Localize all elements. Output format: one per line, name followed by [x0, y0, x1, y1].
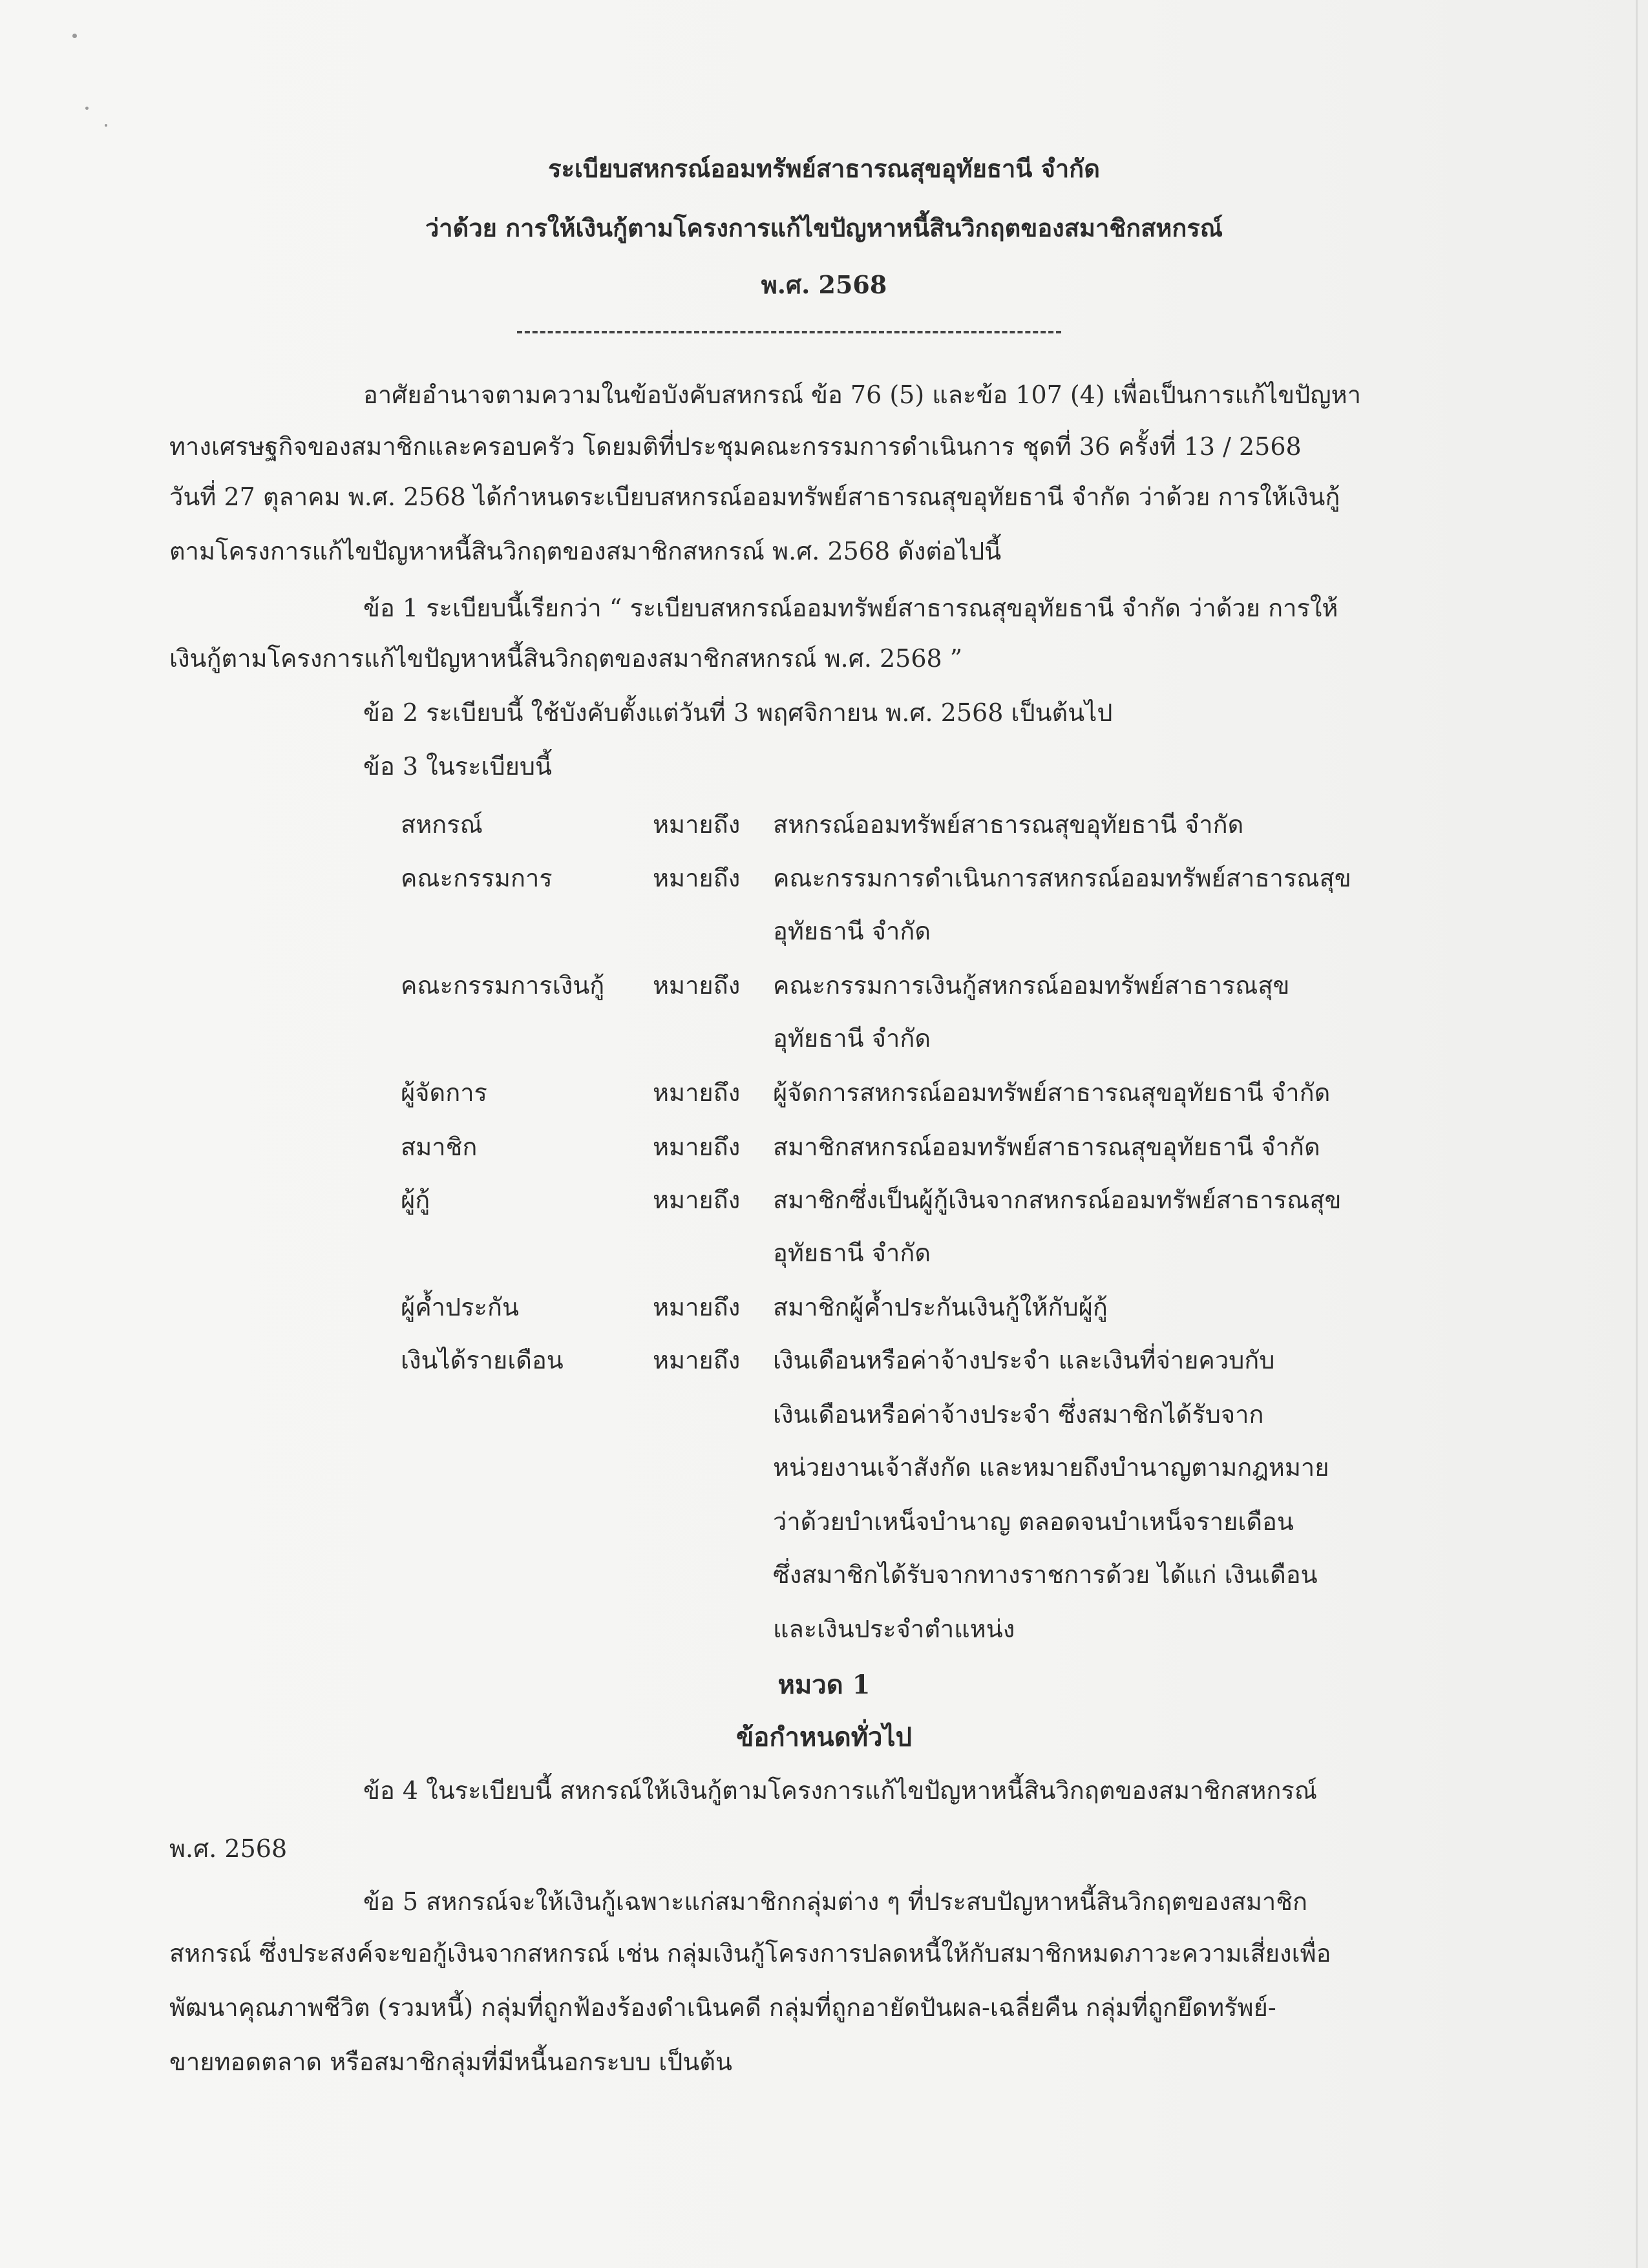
scan-speck	[85, 107, 89, 110]
preamble-line2: ทางเศรษฐกิจของสมาชิกและครอบครัว โดยมติที่ประชุมคณะกรรมการดำเนินการ ชุดที่ 36 ครั้งที่ 13 / 2568	[169, 432, 1302, 461]
definition-means: หมายถึง	[653, 810, 741, 839]
definition-term: ผู้จัดการ	[401, 1078, 487, 1107]
definition-text: และเงินประจำตำแหน่ง	[773, 1615, 1015, 1643]
definition-text: อุทัยธานี จำกัด	[773, 917, 931, 945]
definition-means: หมายถึง	[653, 1186, 741, 1214]
clause1-line1: ข้อ 1 ระเบียบนี้เรียกว่า “ ระเบียบสหกรณ์ออมทรัพย์สาธารณสุขอุทัยธานี จำกัด ว่าด้วย การให้	[363, 594, 1338, 622]
definition-term: ผู้ค้ำประกัน	[401, 1293, 519, 1321]
definition-text: สมาชิกผู้ค้ำประกันเงินกู้ให้กับผู้กู้	[773, 1293, 1108, 1321]
definition-text: คณะกรรมการเงินกู้สหกรณ์ออมทรัพย์สาธารณสุข	[773, 971, 1290, 1000]
document-title-line1: ระเบียบสหกรณ์ออมทรัพย์สาธารณสุขอุทัยธานี จำกัด	[548, 154, 1100, 183]
definition-text: สมาชิกสหกรณ์ออมทรัพย์สาธารณสุขอุทัยธานี จำกัด	[773, 1133, 1320, 1161]
definition-text: ซึ่งสมาชิกได้รับจากทางราชการด้วย ได้แก่ เงินเดือน	[773, 1560, 1318, 1589]
definition-means: หมายถึง	[653, 1078, 741, 1107]
definition-term: เงินได้รายเดือน	[401, 1346, 564, 1374]
definition-term: ผู้กู้	[401, 1186, 430, 1214]
section-subheading: ข้อกำหนดทั่วไป	[735, 1722, 913, 1752]
clause5-line3: พัฒนาคุณภาพชีวิต (รวมหนี้) กลุ่มที่ถูกฟ้องร้องดำเนินคดี กลุ่มที่ถูกอายัดปันผล-เฉลี่ยคืน กลุ่มที่ถูกยึดทรัพย์-	[169, 1993, 1276, 2022]
document-title-line2: ว่าด้วย การให้เงินกู้ตามโครงการแก้ไขปัญหาหนี้สินวิกฤตของสมาชิกสหกรณ์	[425, 213, 1223, 242]
section-heading: หมวด 1	[777, 1670, 871, 1700]
definition-means: หมายถึง	[653, 864, 741, 892]
definition-text: เงินเดือนหรือค่าจ้างประจำ ซึ่งสมาชิกได้รับจาก	[773, 1400, 1264, 1429]
definition-text: อุทัยธานี จำกัด	[773, 1024, 931, 1053]
definition-text: ว่าด้วยบำเหน็จบำนาญ ตลอดจนบำเหน็จรายเดือน	[773, 1507, 1294, 1536]
clause3: ข้อ 3 ในระเบียบนี้	[363, 752, 552, 781]
definition-text: ผู้จัดการสหกรณ์ออมทรัพย์สาธารณสุขอุทัยธานี จำกัด	[773, 1078, 1331, 1107]
definition-text: สหกรณ์ออมทรัพย์สาธารณสุขอุทัยธานี จำกัด	[773, 810, 1244, 839]
definition-text: หน่วยงานเจ้าสังกัด และหมายถึงบำนาญตามกฎหมาย	[773, 1453, 1329, 1482]
scan-speck	[105, 124, 107, 127]
definition-means: หมายถึง	[653, 1346, 741, 1374]
clause4-line1: ข้อ 4 ในระเบียบนี้ สหกรณ์ให้เงินกู้ตามโครงการแก้ไขปัญหาหนี้สินวิกฤตของสมาชิกสหกรณ์	[363, 1776, 1318, 1805]
definition-means: หมายถึง	[653, 971, 741, 1000]
document-title-year: พ.ศ. 2568	[761, 270, 887, 299]
clause4-line2: พ.ศ. 2568	[169, 1834, 288, 1863]
definition-term: คณะกรรมการ	[401, 864, 553, 892]
clause1-line2: เงินกู้ตามโครงการแก้ไขปัญหาหนี้สินวิกฤตของสมาชิกสหกรณ์ พ.ศ. 2568 ”	[169, 644, 963, 673]
definition-text: เงินเดือนหรือค่าจ้างประจำ และเงินที่จ่ายควบกับ	[773, 1346, 1275, 1374]
page-edge	[1636, 0, 1638, 2268]
definition-means: หมายถึง	[653, 1133, 741, 1161]
definition-term: สหกรณ์	[401, 810, 483, 839]
scan-speck	[72, 34, 77, 38]
preamble-line3: วันที่ 27 ตุลาคม พ.ศ. 2568 ได้กำหนดระเบียบสหกรณ์ออมทรัพย์สาธารณสุขอุทัยธานี จำกัด ว่าด้วย การให้เงินกู้	[169, 483, 1340, 511]
definition-text: สมาชิกซึ่งเป็นผู้กู้เงินจากสหกรณ์ออมทรัพย์สาธารณสุข	[773, 1186, 1342, 1214]
definition-term: สมาชิก	[401, 1133, 478, 1161]
title-divider	[517, 331, 1061, 333]
definition-text: อุทัยธานี จำกัด	[773, 1239, 931, 1267]
definition-text: คณะกรรมการดำเนินการสหกรณ์ออมทรัพย์สาธารณสุข	[773, 864, 1351, 892]
preamble-line4: ตามโครงการแก้ไขปัญหาหนี้สินวิกฤตของสมาชิกสหกรณ์ พ.ศ. 2568 ดังต่อไปนี้	[169, 537, 1002, 565]
clause5-line4: ขายทอดตลาด หรือสมาชิกลุ่มที่มีหนี้นอกระบบ เป็นต้น	[169, 2048, 732, 2076]
clause5-line2: สหกรณ์ ซึ่งประสงค์จะขอกู้เงินจากสหกรณ์ เช่น กลุ่มเงินกู้โครงการปลดหนี้ให้กับสมาชิกหมดภาวะความเสี่ยงเพื่อ	[169, 1939, 1331, 1968]
definition-term: คณะกรรมการเงินกู้	[401, 971, 605, 1000]
definition-means: หมายถึง	[653, 1293, 741, 1321]
preamble-line1: อาศัยอำนาจตามความในข้อบังคับสหกรณ์ ข้อ 76 (5) และข้อ 107 (4) เพื่อเป็นการแก้ไขปัญหา	[363, 381, 1362, 409]
clause5-line1: ข้อ 5 สหกรณ์จะให้เงินกู้เฉพาะแก่สมาชิกกลุ่มต่าง ๆ ที่ประสบปัญหาหนี้สินวิกฤตของสมาชิก	[363, 1887, 1308, 1916]
clause2: ข้อ 2 ระเบียบนี้ ใช้บังคับตั้งแต่วันที่ 3 พฤศจิกายน พ.ศ. 2568 เป็นต้นไป	[363, 698, 1113, 727]
